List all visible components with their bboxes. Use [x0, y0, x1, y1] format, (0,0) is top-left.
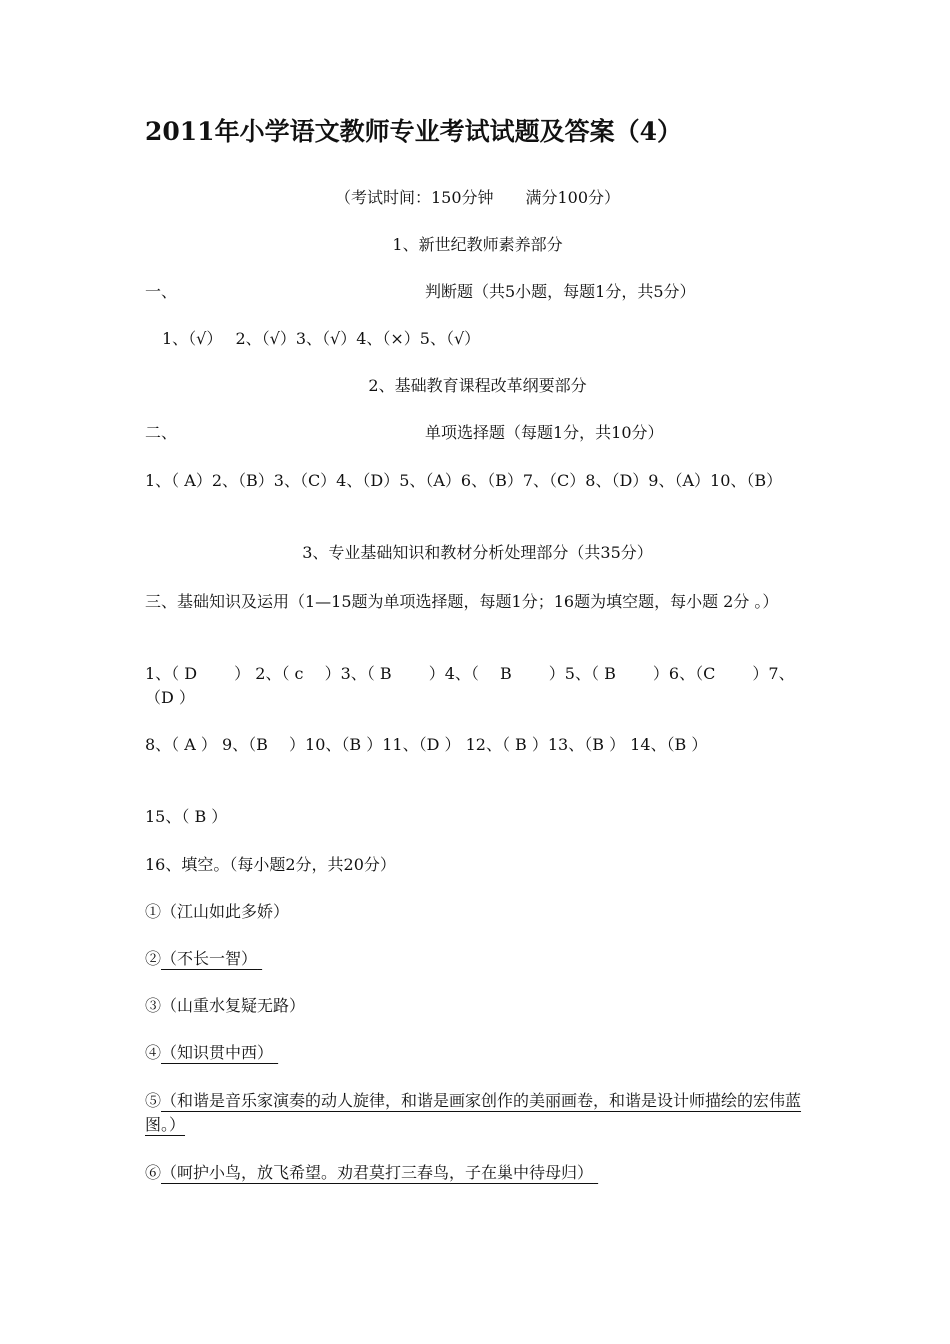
fill-item-number: ⑤	[145, 1091, 162, 1110]
part-3-heading: 三、基础知识及运用（1—15题为单项选择题，每题1分；16题为填空题，每小题 2分 。）	[145, 592, 779, 611]
part-3-answers-row-2: 8、（ A ） 9、（B ）10、（B ）11、（D ） 12、（ B ）13、（B ） 14、（B ）	[145, 735, 708, 754]
exam-info: （考试时间：150分钟 满分100分）	[334, 188, 621, 207]
fill-item-6	[145, 1161, 810, 1185]
fill-item-1	[145, 900, 810, 924]
part-1-number: 一、	[145, 282, 178, 301]
fill-item-4	[145, 1041, 810, 1065]
section-1-heading: 1、新世纪教师素养部分	[392, 235, 563, 254]
part-2-number: 二、	[145, 423, 178, 442]
fill-item-answer: （呵护小鸟，放飞希望。劝君莫打三春鸟，子在巢中待母归）	[161, 1163, 594, 1182]
fill-item-number: ⑥	[145, 1163, 162, 1182]
fill-in-heading: 16、填空。（每小题2分，共20分）	[145, 855, 396, 874]
fill-item-answer: （知识贯中西）	[161, 1043, 274, 1062]
fill-item-2	[145, 947, 810, 971]
fill-item-3	[145, 994, 810, 1018]
part-1-answers: 1、（√） 2、（√）3、（√）4、（×）5、（√）	[162, 329, 481, 348]
fill-item-number: ②	[145, 949, 162, 968]
fill-item-answer: （不长一智）	[161, 949, 258, 968]
fill-item-answer: （山重水复疑无路）	[161, 996, 306, 1015]
part-3-answers-row-3: 15、（ B ）	[145, 807, 228, 826]
part-3-answers-row-1: 1、（ D ） 2、（ c ）3、（ B ）4、（ B ）5、（ B ）6、（C ）7、（D ）	[145, 664, 795, 707]
part-2-heading	[145, 421, 810, 445]
fill-item-number: ④	[145, 1043, 162, 1062]
part-2-title: 单项选择题（每题1分，共10分）	[425, 423, 664, 442]
fill-item-5	[145, 1089, 810, 1137]
document-title: 2011年小学语文教师专业考试试题及答案（4）	[145, 117, 682, 146]
part-1-title: 判断题（共5小题，每题1分，共5分）	[425, 282, 696, 301]
fill-item-number: ③	[145, 996, 162, 1015]
section-2-heading: 2、基础教育课程改革纲要部分	[368, 376, 587, 395]
section-3-heading: 3、专业基础知识和教材分析处理部分（共35分）	[302, 543, 653, 562]
part-1-heading	[145, 280, 810, 304]
part-2-answers: 1、（ A）2、（B）3、（C）4、（D）5、（A）6、（B）7、（C）8、（D）9、（A）10、（B）	[145, 471, 783, 490]
fill-item-number: ①	[145, 902, 162, 921]
fill-item-answer: （和谐是音乐家演奏的动人旋律，和谐是画家创作的美丽画卷，和谐是设计师描绘的宏伟蓝图。）	[145, 1091, 802, 1134]
fill-item-answer: （江山如此多娇）	[161, 902, 290, 921]
